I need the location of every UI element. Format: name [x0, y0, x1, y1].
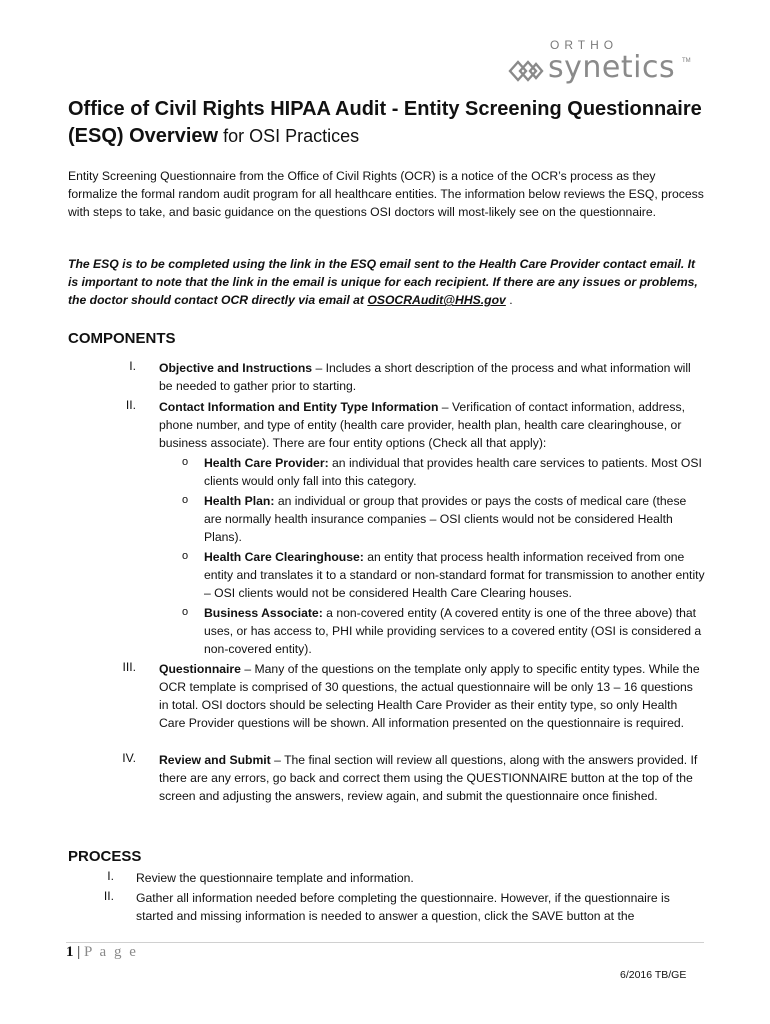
title-line-2-tail: for OSI Practices: [218, 126, 360, 146]
process-step: Review the questionnaire template and information.: [136, 871, 414, 885]
footer-divider: [66, 942, 704, 943]
entity-option-title: Business Associate:: [204, 606, 323, 620]
entity-option-title: Health Care Clearinghouse:: [204, 550, 364, 564]
bullet-marker: o: [182, 606, 189, 618]
component-text: – The final section will review all questions, along with the answers provided. If there are any errors, go back and correct them using the QUESTIONNAIRE button at the top of the screen and adjusting the answers, review again, and submit the questionnaire once finished.: [159, 753, 698, 803]
page-number: [66, 944, 138, 961]
esq-instructions-paragraph: [68, 255, 708, 309]
process-number: I.: [107, 869, 114, 883]
components-heading: COMPONENTS: [68, 330, 176, 347]
component-text: – Many of the questions on the template only apply to specific entity types. While the OCR template is comprised of 30 questions, the actual questionnaire will be only 13 – 16 questions in total. OSI doctors should be selecting Health Care Provider as their entity type, so only Health Care Provider questions will be shown. All information presented on the questionnaire is required.: [159, 662, 700, 730]
component-text: – Verification of contact information, address, phone number, and type of entity (health care provider, health plan, health care clearinghouse, or business associate). There are four entity options (Check all that apply):: [159, 400, 686, 450]
component-number: II.: [125, 398, 136, 412]
entity-option-text: an individual that provides health care services to patients. Most OSI clients would only fall into this category.: [204, 456, 702, 488]
logo-ortho-text: ORTHO: [550, 38, 619, 52]
process-heading: PROCESS: [68, 848, 142, 865]
component-title: Questionnaire: [159, 662, 241, 676]
component-item: [159, 359, 704, 395]
process-number: II.: [103, 889, 114, 903]
page-number-separator: |: [73, 944, 85, 960]
title-line-2-bold: (ESQ) Overview: [68, 125, 219, 147]
page-word: P a g e: [84, 944, 138, 960]
entity-option-title: Health Plan:: [204, 494, 275, 508]
ortho-synetics-logo: [506, 38, 691, 94]
component-number: III.: [122, 660, 136, 674]
ocr-email-link[interactable]: OSOCRAudit@HHS.gov: [367, 293, 506, 307]
component-number: I.: [129, 359, 136, 373]
component-title: Contact Information and Entity Type Information: [159, 400, 439, 414]
bullet-marker: o: [182, 550, 189, 562]
page-number-value: 1: [66, 944, 74, 960]
bullet-marker: o: [182, 494, 189, 506]
component-item: [159, 660, 704, 732]
component-title: Objective and Instructions: [159, 361, 313, 375]
esq-instructions-text: The ESQ is to be completed using the link in the ESQ email sent to the Health Care Provider contact email. It is important to note that the link in the email is unique for each recipient. If there are any issues or problems, the doctor should contact OCR directly via email at: [68, 257, 698, 307]
revision-stamp: 6/2016 TB/GE: [620, 969, 687, 981]
title-line-2: [68, 123, 728, 150]
entity-option-item: [204, 454, 704, 490]
component-title: Review and Submit: [159, 753, 271, 767]
entity-option-text: an individual or group that provides or pays the costs of medical care (these are normally health insurance companies – OSI clients would not be considered Health Plans).: [204, 494, 687, 544]
logo-mark-icon: [506, 54, 546, 88]
component-number: IV.: [122, 751, 136, 765]
component-item: [159, 751, 705, 805]
entity-option-text: an entity that process health information received from one entity and translates it to a standard or non-standard format for transmission to another entity – OSI clients would not be considered Health Care Clearing houses.: [204, 550, 705, 600]
entity-option-item: [204, 548, 706, 602]
logo-trademark: TM: [682, 58, 691, 64]
process-step: Gather all information needed before completing the questionnaire. However, if the questionnaire is started and missing information is needed to answer a question, click the SAVE button at the: [136, 891, 670, 923]
bullet-marker: o: [182, 456, 189, 468]
entity-option-title: Health Care Provider:: [204, 456, 329, 470]
esq-instructions-end: .: [505, 293, 513, 307]
entity-option-item: [204, 492, 704, 546]
logo-synetics-text: synetics: [548, 50, 676, 85]
entity-option-item: [204, 604, 704, 658]
intro-paragraph: Entity Screening Questionnaire from the Office of Civil Rights (OCR) is a notice of the OCR’s process as they formalize the formal random audit program for all healthcare entities. The information below reviews the ESQ, process with steps to take, and basic guidance on the questions OSI doctors will most-likely see on the questionnaire.: [68, 169, 704, 219]
component-text: – Includes a short description of the process and what information will be needed to gather prior to starting.: [159, 361, 691, 393]
document-title: [68, 96, 728, 150]
component-item: [159, 398, 705, 452]
entity-option-text: a non-covered entity (A covered entity is one of the three above) that uses, or has access to, PHI while providing services to a covered entity (OSI is considered a non-covered entity).: [204, 606, 702, 656]
title-line-1: Office of Civil Rights HIPAA Audit - Entity Screening Questionnaire: [68, 98, 702, 120]
